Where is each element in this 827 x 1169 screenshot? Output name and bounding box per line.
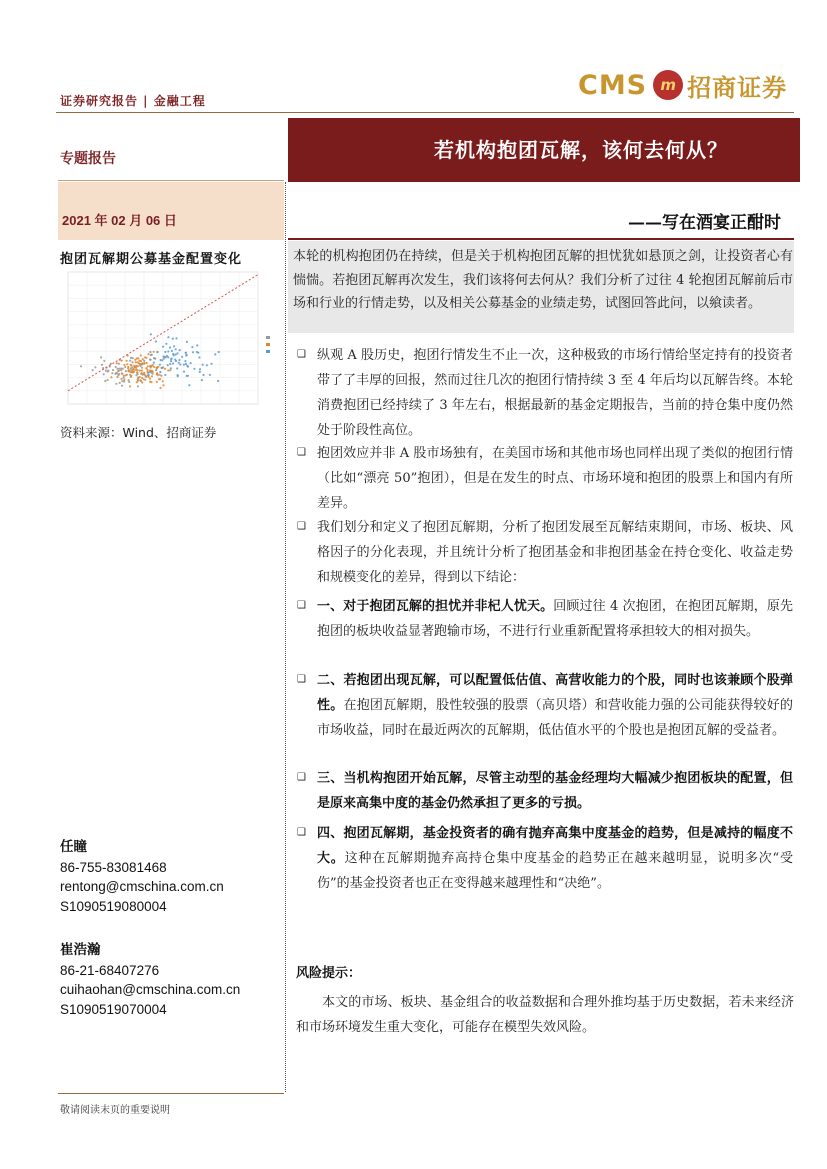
scatter-point-orange [144,356,146,358]
scatter-point-blue [173,345,175,347]
scatter-point-blue [175,337,177,339]
scatter-point-blue [169,346,171,348]
scatter-point-orange [149,378,151,380]
scatter-point-blue [178,362,180,364]
scatter-point-blue [170,360,172,362]
scatter-point-orange [162,380,164,382]
scatter-point-blue [184,360,186,362]
scatter-point-blue [206,364,208,366]
scatter-point-blue [183,371,185,373]
scatter-point-orange [136,381,138,383]
scatter-point-orange [123,380,125,382]
scatter-point-grey [115,383,117,385]
legend-swatch [266,350,270,353]
scatter-point-grey [124,366,126,368]
left-divider [58,180,284,181]
scatter-point-grey [141,367,143,369]
bullet-icon: ❑ [297,674,306,685]
scatter-point-blue [161,367,163,369]
scatter-point-blue [150,333,152,335]
scatter-point-blue [175,353,177,355]
scatter-point-blue [148,374,150,376]
scatter-point-blue [217,380,219,382]
bullet-icon: ❑ [297,521,306,532]
bullet-text: 纵观 A 股历史，抱团行情发生不止一次，这种极致的市场行情给坚定持有的投资者带了了丰厚的回报，然而过往几次的抱团行情持续 3 至 4 年后均以瓦解告终。本轮消费抱团已经持续了 3 年左右，根据最新的基金定期报告，当前的持仓集中度仍然处于阶段性高位。 [317,348,793,438]
footer-note: 敬请阅读末页的重要说明 [60,1105,170,1116]
scatter-point-orange [126,360,128,362]
summary-text: 本轮的机构抱团仍在持续，但是关于机构抱团瓦解的担忧犹如悬顶之剑，让投资者心有惴惴。若抱团瓦解再次发生，我们该将何去何从？我们分析了过往 4 轮抱团瓦解前后市场和行业的行情走势，以及相关公募基金的业绩走势，试图回答此问，以飨读者。 [293,249,793,311]
scatter-point-orange [123,375,125,377]
scatter-point-blue [210,363,212,365]
bullet-text: 我们划分和定义了抱团瓦解期，分析了抱团发展至瓦解结束期间，市场、板块、风格因子的分化表现，并且统计分析了抱团基金和非抱团基金在持仓变化、收益走势和规模变化的差异，得到以下结论： [317,520,793,585]
bullet-icon: ❑ [297,447,306,458]
scatter-point-blue [187,366,189,368]
scatter-point-blue [159,371,161,373]
scatter-point-orange [143,372,145,374]
scatter-point-orange [133,368,135,370]
analyst-email[interactable]: cuihaohan@cmschina.com.cn [60,982,241,997]
bullet-icon: ❑ [297,772,306,783]
scatter-point-grey [101,364,103,366]
scatter-point-blue [186,375,188,377]
scatter-point-blue [193,368,195,370]
report-date: 2021 年 02 月 06 日 [62,213,177,228]
scatter-point-grey [125,370,127,372]
scatter-point-blue [209,374,211,376]
scatter-point-blue [167,364,169,366]
scatter-point-blue [167,356,169,358]
scatter-point-orange [131,366,133,368]
scatter-point-orange [121,373,123,375]
scatter-point-grey [123,379,125,381]
scatter-point-grey [112,369,114,371]
scatter-point-blue [130,357,132,359]
scatter-point-blue [192,351,194,353]
scatter-point-orange [110,376,112,378]
scatter-point-orange [153,351,155,353]
scatter-point-orange [130,364,132,366]
scatter-point-blue [163,358,165,360]
scatter-point-blue [179,349,181,351]
legend-swatch [266,343,270,346]
scatter-point-blue [181,356,183,358]
bullet-item [317,594,793,644]
scatter-point-blue [218,351,220,353]
scatter-point-blue [185,354,187,356]
scatter-point-orange [118,370,120,372]
scatter-point-orange [132,361,134,363]
scatter-point-orange [169,369,171,371]
analyst-phone: 86-21-68407276 [60,962,160,978]
scatter-point-orange [146,362,148,364]
scatter-point-grey [92,369,94,371]
bullet-item [317,766,793,816]
scatter-point-grey [145,376,147,378]
scatter-point-orange [141,372,143,374]
scatter-point-blue [153,362,155,364]
scatter-point-orange [137,376,139,378]
scatter-point-orange [130,375,132,377]
risk-title: 风险提示： [296,966,362,981]
analyst-license: S1090519080004 [60,898,167,914]
scatter-point-grey [118,373,120,375]
scatter-point-orange [153,366,155,368]
scatter-point-grey [123,377,125,379]
scatter-point-blue [175,360,177,362]
bullet-icon: ❑ [297,827,306,838]
scatter-point-blue [177,374,179,376]
bullet-bold: 二、若抱团出现瓦解，可以配置低估值、高营收能力的个股，同时也该兼顾个股弹性。 [317,673,793,713]
scatter-point-blue [176,367,178,369]
legend-swatch [266,336,270,339]
scatter-point-blue [150,371,152,373]
scatter-point-blue [202,364,204,366]
bullet-bold: 三、当机构抱团开始瓦解，尽管主动型的基金经理均大幅减少抱团板块的配置，但是原来高集中度的基金仍然承担了更多的亏损。 [317,771,793,811]
chart-source: 资料来源：Wind、招商证券 [60,425,217,440]
scatter-point-blue [191,346,193,348]
scatter-point-orange [129,385,131,387]
analyst-name: 崔浩瀚 [60,942,101,958]
logo-text-en: CMS [578,69,648,101]
scatter-point-orange [159,378,161,380]
scatter-point-blue [164,374,166,376]
analyst-license: S1090519070004 [60,1001,167,1017]
scatter-point-blue [164,351,166,353]
scatter-point-blue [214,353,216,355]
scatter-point-blue [160,359,162,361]
scatter-point-grey [80,365,82,367]
scatter-point-blue [202,374,204,376]
bullet-bold: 四、抱团瓦解期，基金投资者的确有抛弃高集中度基金的趋势，但是减持的幅度不大。 [317,826,793,866]
scatter-point-blue [149,351,151,353]
logo-text-zh: 招商证券 [687,73,788,102]
scatter-point-blue [172,362,174,364]
scatter-point-blue [190,362,192,364]
scatter-point-orange [132,371,134,373]
scatter-point-grey [120,369,122,371]
scatter-point-blue [167,350,169,352]
scatter-point-blue [148,371,150,373]
scatter-point-orange [159,387,161,389]
scatter-point-grey [116,372,118,374]
bullet-text: 抱团效应并非 A 股市场独有，在美国市场和其他市场也同样出现了类似的抱团行情（比如“漂亮 50”抱团），但是在发生的时点、市场环境和抱团的股票上和国内有所差异。 [317,446,793,511]
scatter-point-grey [107,371,109,373]
scatter-point-blue [154,358,156,360]
bullet-icon: ❑ [297,349,306,360]
chart-title: 抱团瓦解期公募基金配置变化 [60,252,243,267]
scatter-point-blue [197,352,199,354]
scatter-point-orange [123,364,125,366]
scatter-point-blue [198,356,200,358]
scatter-point-orange [134,359,136,361]
analyst-card [60,941,240,1019]
scatter-point-blue [179,363,181,365]
bullet-text: 这种在瓦解期抛弃高持仓集中度基金的趋势正在越来越明显，说明多次“受伤”的基金投资者也正在变得越来越理性和“决绝”。 [317,851,793,891]
scatter-point-grey [103,373,105,375]
scatter-point-grey [116,368,118,370]
header-divider [56,112,794,113]
scatter-point-orange [134,366,136,368]
bullet-item [317,515,793,590]
scatter-point-orange [116,362,118,364]
scatter-point-grey [121,385,123,387]
scatter-point-orange [136,371,138,373]
scatter-point-orange [127,366,129,368]
scatter-point-blue [175,348,177,350]
scatter-point-orange [141,370,143,372]
analyst-phone: 86-755-83081468 [60,859,167,875]
report-title: 若机构抱团瓦解，该何去何从？ [434,138,728,162]
scatter-point-blue [188,384,190,386]
scatter-point-orange [163,384,165,386]
scatter-point-orange [148,376,150,378]
scatter-point-orange [141,377,143,379]
scatter-point-orange [147,353,149,355]
scatter-point-grey [100,356,102,358]
scatter-point-orange [116,376,118,378]
scatter-point-blue [196,344,198,346]
scatter-point-grey [135,374,137,376]
scatter-point-orange [167,369,169,371]
risk-text: 本文的市场、板块、基金组合的收益数据和合理外推均基于历史数据，若未来经济和市场环境发生重大变化，可能存在模型失效风险。 [296,995,794,1035]
bullet-text: 回顾过往 4 次抱团，在抱团瓦解期，原先抱团的板块收益显著跑输市场，不进行行业重新配置将承担较大的相对损失。 [317,599,793,639]
report-type: 专题报告 [60,151,116,167]
analyst-name: 任瞳 [60,839,87,855]
scatter-point-orange [164,368,166,370]
subtitle-divider [288,238,794,240]
scatter-point-blue [173,354,175,356]
scatter-point-orange [149,381,151,383]
footer-divider [58,1093,284,1094]
scatter-point-blue [159,364,161,366]
scatter-point-blue [185,352,187,354]
bullet-text: 在抱团瓦解期，股性较强的股票（高贝塔）和营收能力强的公司能获得较好的市场收益，同时在最近两次的瓦解期，低估值水平的个股也是抱团瓦解的受益者。 [317,698,793,738]
scatter-point-grey [120,378,122,380]
scatter-point-orange [160,375,162,377]
scatter-point-blue [169,363,171,365]
scatter-point-orange [147,365,149,367]
scatter-point-grey [103,360,105,362]
scatter-point-blue [165,343,167,345]
scatter-point-orange [139,363,141,365]
cms-logo [578,66,787,104]
scatter-point-blue [143,360,145,362]
bullet-item [317,668,793,743]
analyst-email[interactable]: rentong@cmschina.com.cn [60,879,224,894]
scatter-point-orange [135,369,137,371]
scatter-point-orange [151,365,153,367]
scatter-point-orange [141,362,143,364]
scatter-point-blue [185,363,187,365]
scatter-point-blue [155,340,157,342]
scatter-point-blue [199,371,201,373]
scatter-point-orange [140,360,142,362]
scatter-point-orange [156,381,158,383]
scatter-point-blue [162,355,164,357]
scatter-point-orange [135,361,137,363]
scatter-point-orange [145,367,147,369]
scatter-point-blue [155,369,157,371]
bullet-item [317,343,793,443]
scatter-point-grey [118,363,120,365]
scatter-chart [60,270,282,412]
scatter-point-orange [139,370,141,372]
scatter-point-blue [201,379,203,381]
scatter-point-orange [126,363,128,365]
scatter-point-grey [115,366,117,368]
bullet-item [317,821,793,896]
scatter-point-blue [162,346,164,348]
scatter-point-grey [128,381,130,383]
analyst-card [60,838,224,916]
scatter-point-grey [94,366,96,368]
scatter-point-blue [186,341,188,343]
logo-badge-icon: m [653,70,683,100]
scatter-point-grey [104,380,106,382]
scatter-point-orange [121,360,123,362]
scatter-point-orange [140,354,142,356]
scatter-point-grey [111,372,113,374]
scatter-point-orange [139,379,141,381]
scatter-point-orange [151,375,153,377]
scatter-point-blue [167,336,169,338]
scatter-point-grey [119,382,121,384]
scatter-point-orange [128,370,130,372]
scatter-point-blue [172,338,174,340]
scatter-point-orange [137,379,139,381]
scatter-point-blue [151,354,153,356]
header-section-label: 证券研究报告 | 金融工程 [60,94,206,108]
scatter-point-orange [156,372,158,374]
scatter-point-blue [156,351,158,353]
scatter-point-blue [183,364,185,366]
scatter-point-blue [171,350,173,352]
scatter-point-grey [107,379,109,381]
scatter-point-orange [143,362,145,364]
bullet-icon: ❑ [297,600,306,611]
scatter-point-orange [144,379,146,381]
column-divider [285,182,286,1092]
scatter-point-grey [129,360,131,362]
scatter-point-orange [125,374,127,376]
scatter-point-blue [199,368,201,370]
scatter-point-orange [141,381,143,383]
scatter-point-blue [170,358,172,360]
scatter-chart-svg [60,270,282,412]
scatter-point-blue [170,367,172,369]
bullet-item [317,441,793,516]
scatter-point-blue [178,359,180,361]
report-subtitle: ——写在酒宴正酣时 [628,213,781,233]
scatter-point-grey [137,385,139,387]
scatter-point-blue [149,359,151,361]
bullet-bold: 一、对于抱团瓦解的担忧并非杞人忧天。 [317,599,554,614]
